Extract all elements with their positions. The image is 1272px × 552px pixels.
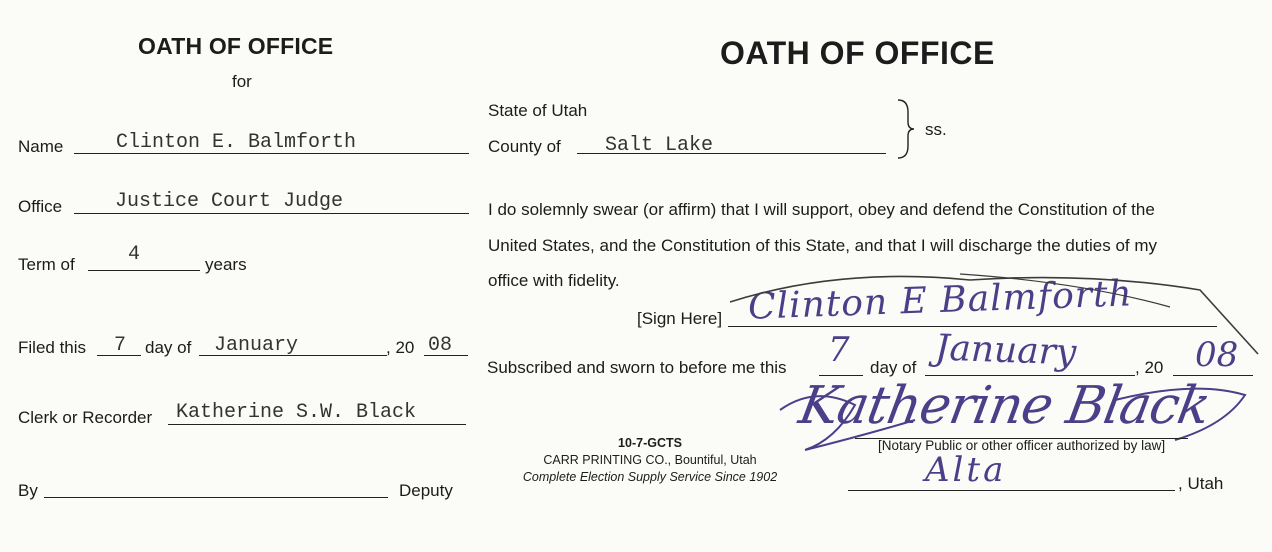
filed-label: Filed this xyxy=(18,338,87,357)
by-line[interactable] xyxy=(44,497,388,498)
notary-signature-flourish xyxy=(775,380,1255,470)
by-label: By xyxy=(18,481,38,500)
filed-year-field[interactable]: 08 xyxy=(428,334,453,357)
subscribed-label: Subscribed and sworn to before me this xyxy=(487,358,787,377)
oath-line-2: United States, and the Constitution of this State, and that I will discharge the duties of my xyxy=(488,236,1158,255)
office-field[interactable]: Justice Court Judge xyxy=(115,190,344,213)
subscribed-month-field[interactable]: January xyxy=(934,327,1077,374)
oath-line-3: office with fidelity. xyxy=(488,271,620,290)
ss-label: ss. xyxy=(925,120,947,139)
clerk-field[interactable]: Katherine S.W. Black xyxy=(176,401,417,424)
printer-company: CARR PRINTING CO., Bountiful, Utah xyxy=(543,453,757,467)
term-label: Term of xyxy=(18,255,75,274)
filed-month-field[interactable]: January xyxy=(214,334,299,357)
subscribed-day-field[interactable]: 7 xyxy=(828,330,850,370)
subscribed-year-prefix: , 20 xyxy=(1135,358,1164,377)
term-years-label: years xyxy=(205,255,247,274)
county-label: County of xyxy=(488,137,561,156)
name-label: Name xyxy=(18,137,64,156)
for-label: for xyxy=(232,72,252,91)
state-label: State of Utah xyxy=(488,101,588,120)
clerk-line xyxy=(168,424,466,425)
county-field[interactable]: Salt Lake xyxy=(605,134,714,157)
left-title: OATH OF OFFICE xyxy=(138,33,334,59)
term-line xyxy=(88,270,200,271)
subscribed-year-field[interactable]: 08 xyxy=(1195,335,1239,375)
clerk-label: Clerk or Recorder xyxy=(18,408,153,427)
name-field[interactable]: Clinton E. Balmforth xyxy=(116,131,357,154)
term-field[interactable]: 4 xyxy=(128,243,141,266)
printer-tagline: Complete Election Supply Service Since 1902 xyxy=(522,470,778,484)
notary-signature: Katherine Black xyxy=(794,376,1215,436)
filed-year-prefix: , 20 xyxy=(386,338,415,357)
place-line xyxy=(848,490,1175,491)
notary-caption: [Notary Public or other officer authorized by law] xyxy=(878,438,1166,453)
form-number: 10-7-GCTS xyxy=(618,436,682,450)
filed-day-of-label: day of xyxy=(145,338,192,357)
place-field[interactable]: Alta xyxy=(925,450,1007,490)
office-line xyxy=(74,213,469,214)
subscribed-day-of-label: day of xyxy=(870,358,917,377)
oath-line-1: I do solemnly swear (or affirm) that I will support, obey and defend the Constitution of the xyxy=(488,200,1155,219)
filed-day-field[interactable]: 7 xyxy=(114,334,127,357)
deputy-label: Deputy xyxy=(399,481,453,500)
office-label: Office xyxy=(18,197,63,216)
officer-signature: Clinton E Balmforth xyxy=(747,273,1134,328)
right-title: OATH OF OFFICE xyxy=(720,35,995,71)
utah-suffix: , Utah xyxy=(1178,474,1224,493)
sign-here-label: [Sign Here] xyxy=(637,309,723,328)
brace-icon xyxy=(896,98,916,160)
